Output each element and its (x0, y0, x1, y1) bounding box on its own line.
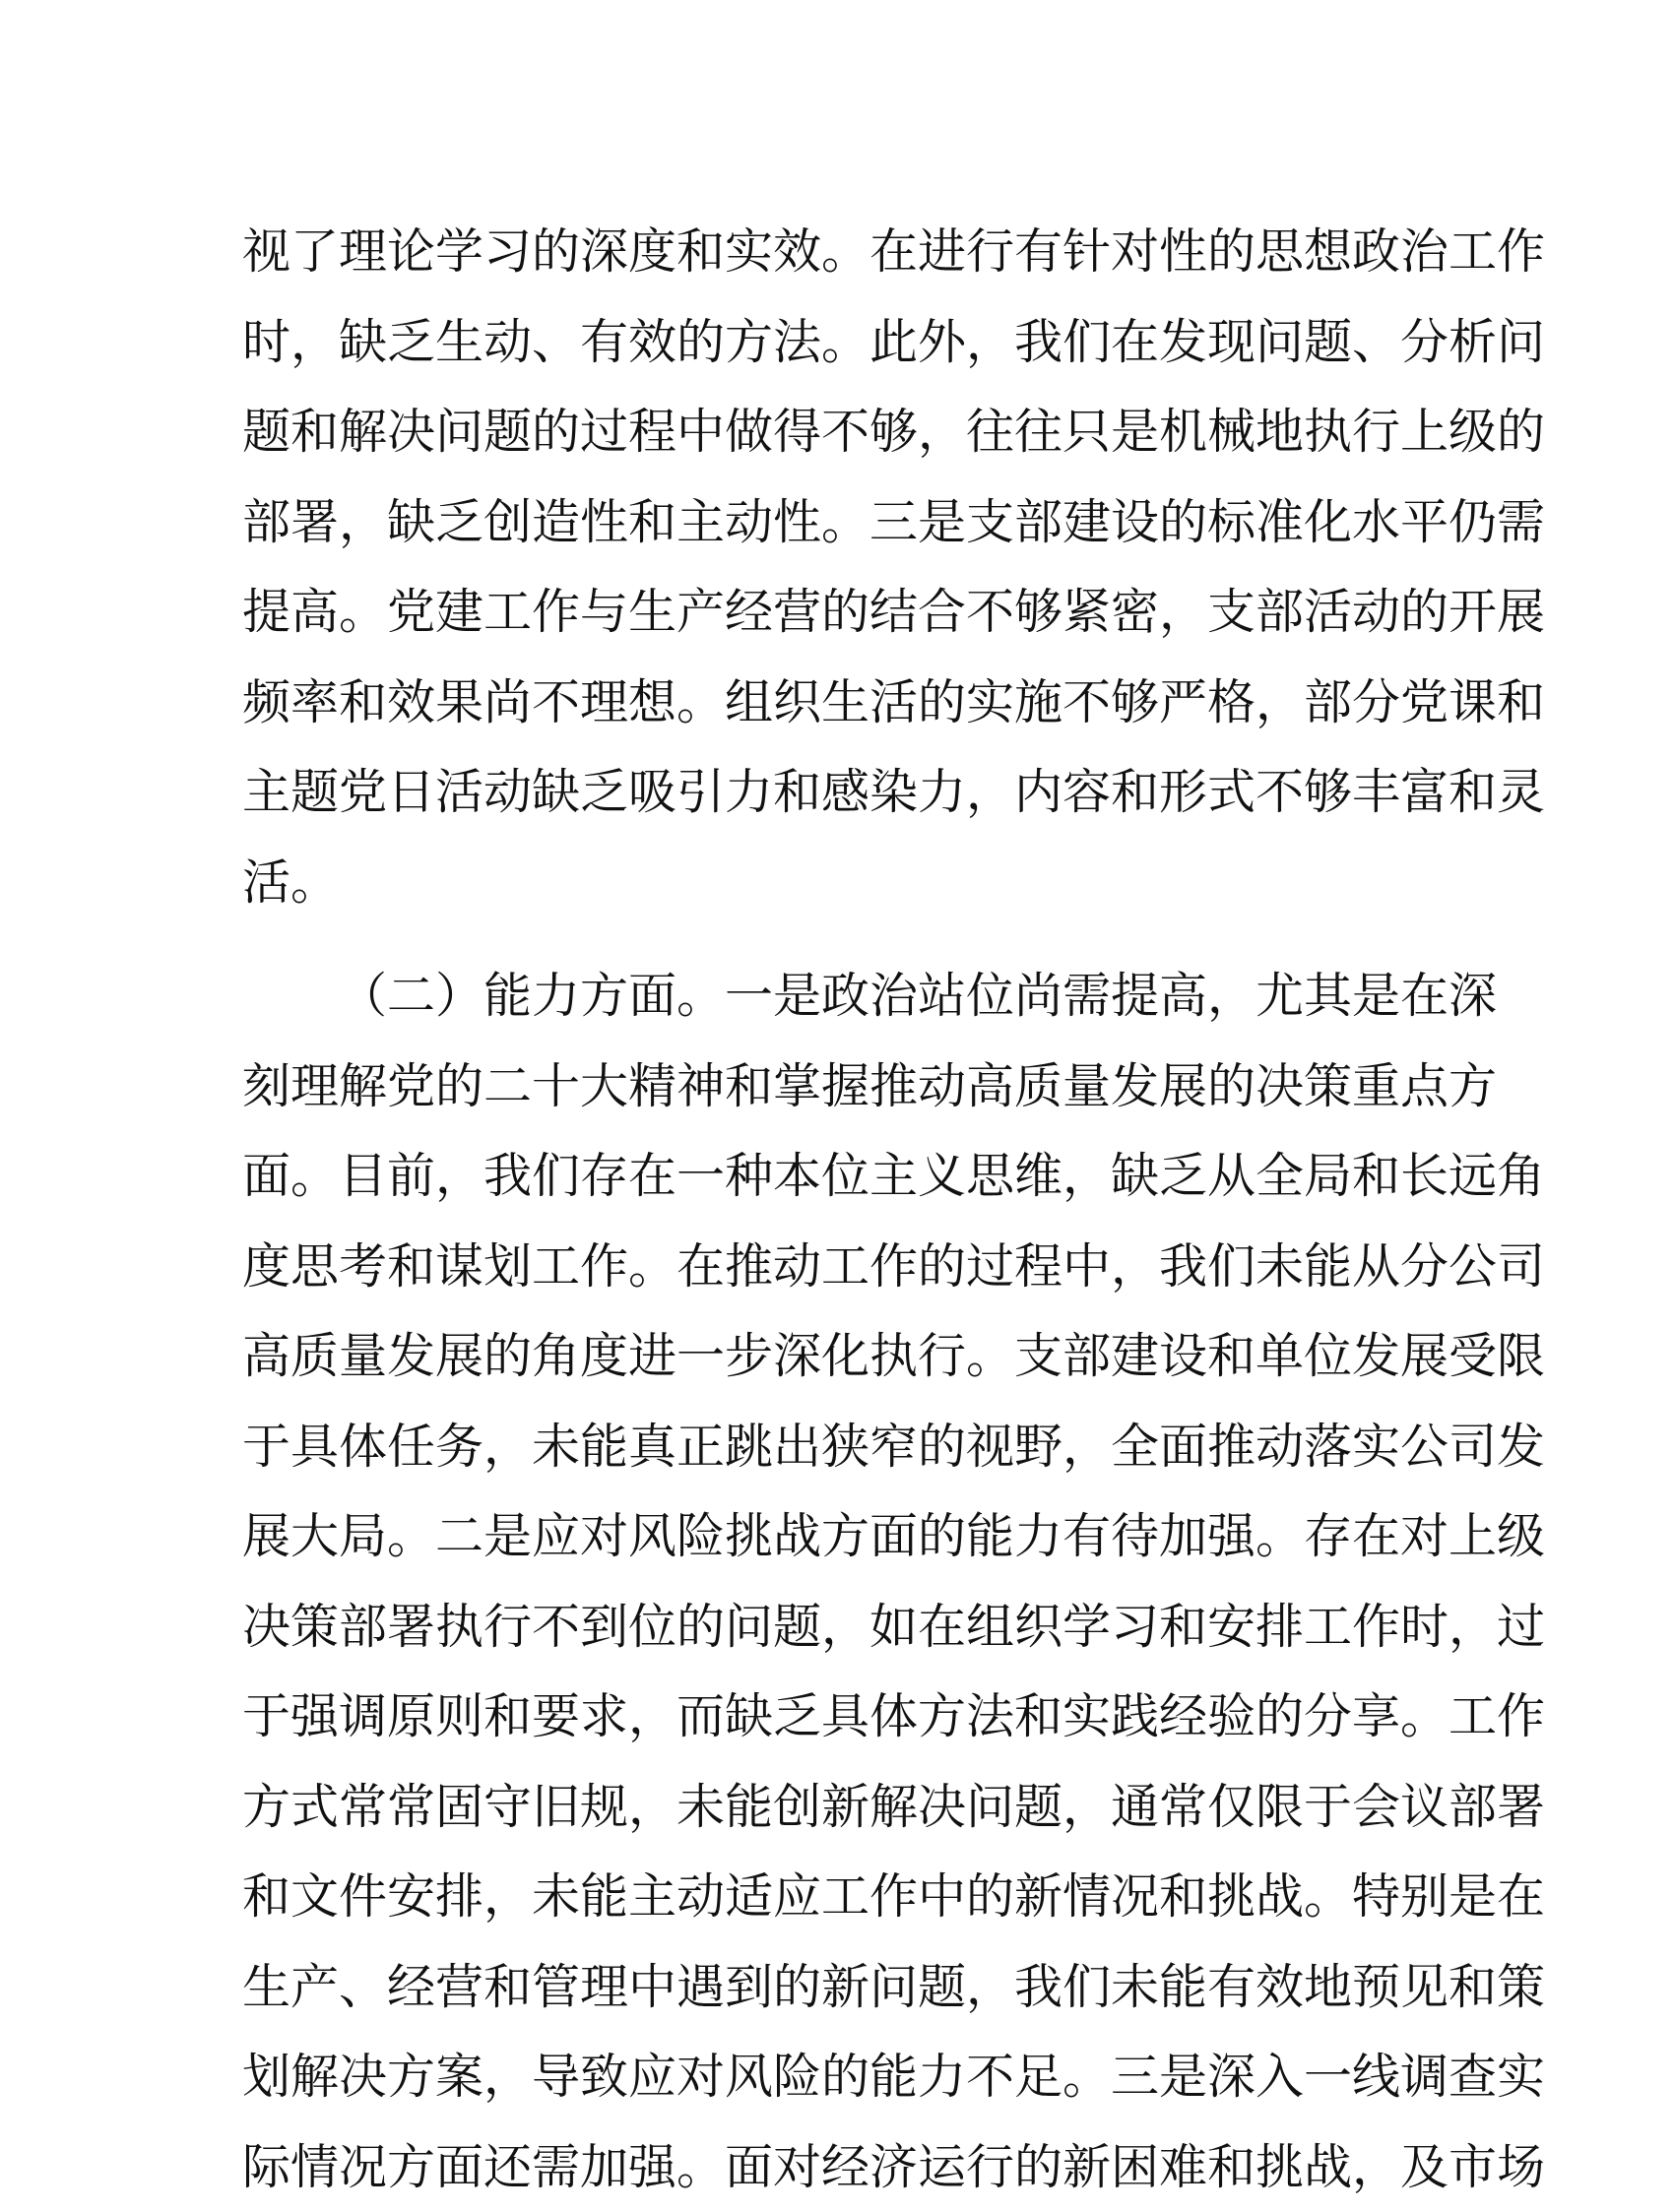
text-line: 刻理解党的二十大精神和掌握推动高质量发展的决策重点方 (242, 1042, 1414, 1132)
text-line: 际情况方面还需加强。面对经济运行的新困难和挑战，及市场 (242, 2122, 1414, 2212)
text-line: 时，缺乏生动、有效的方法。此外，我们在发现问题、分析问 (242, 297, 1414, 388)
paragraph-2-ability (242, 951, 1414, 2212)
text-line: 部署，缺乏创造性和主动性。三是支部建设的标准化水平仍需 (242, 477, 1414, 568)
text-line: 题和解决问题的过程中做得不够，往往只是机械地执行上级的 (242, 387, 1414, 477)
text-line: 于具体任务，未能真正跳出狭窄的视野，全面推动落实公司发 (242, 1402, 1414, 1492)
paragraph-spacer (242, 927, 1414, 951)
text-line: 和文件安排，未能主动适应工作中的新情况和挑战。特别是在 (242, 1852, 1414, 1942)
section-heading-line: （二）能力方面。一是政治站位尚需提高，尤其是在深 (242, 951, 1414, 1042)
text-line: 视了理论学习的深度和实效。在进行有针对性的思想政治工作 (242, 207, 1414, 297)
text-line: 活。 (242, 838, 1414, 928)
text-line: 提高。党建工作与生产经营的结合不够紧密，支部活动的开展 (242, 567, 1414, 658)
text-line: 展大局。二是应对风险挑战方面的能力有待加强。存在对上级 (242, 1491, 1414, 1582)
document-body (242, 207, 1414, 2212)
text-line: 划解决方案，导致应对风险的能力不足。三是深入一线调查实 (242, 2032, 1414, 2122)
text-line: 频率和效果尚不理想。组织生活的实施不够严格，部分党课和 (242, 658, 1414, 748)
text-line: 生产、经营和管理中遇到的新问题，我们未能有效地预见和策 (242, 1942, 1414, 2033)
text-line: 主题党日活动缺乏吸引力和感染力，内容和形式不够丰富和灵 (242, 747, 1414, 838)
text-line: 面。目前，我们存在一种本位主义思维，缺乏从全局和长远角 (242, 1131, 1414, 1222)
text-line: 决策部署执行不到位的问题，如在组织学习和安排工作时，过 (242, 1582, 1414, 1673)
paragraph-1 (242, 207, 1414, 927)
text-line: 于强调原则和要求，而缺乏具体方法和实践经验的分享。工作 (242, 1672, 1414, 1762)
text-line: 高质量发展的角度进一步深化执行。支部建设和单位发展受限 (242, 1311, 1414, 1402)
text-line: 度思考和谋划工作。在推动工作的过程中，我们未能从分公司 (242, 1222, 1414, 1312)
text-line: 方式常常固守旧规，未能创新解决问题，通常仅限于会议部署 (242, 1762, 1414, 1853)
